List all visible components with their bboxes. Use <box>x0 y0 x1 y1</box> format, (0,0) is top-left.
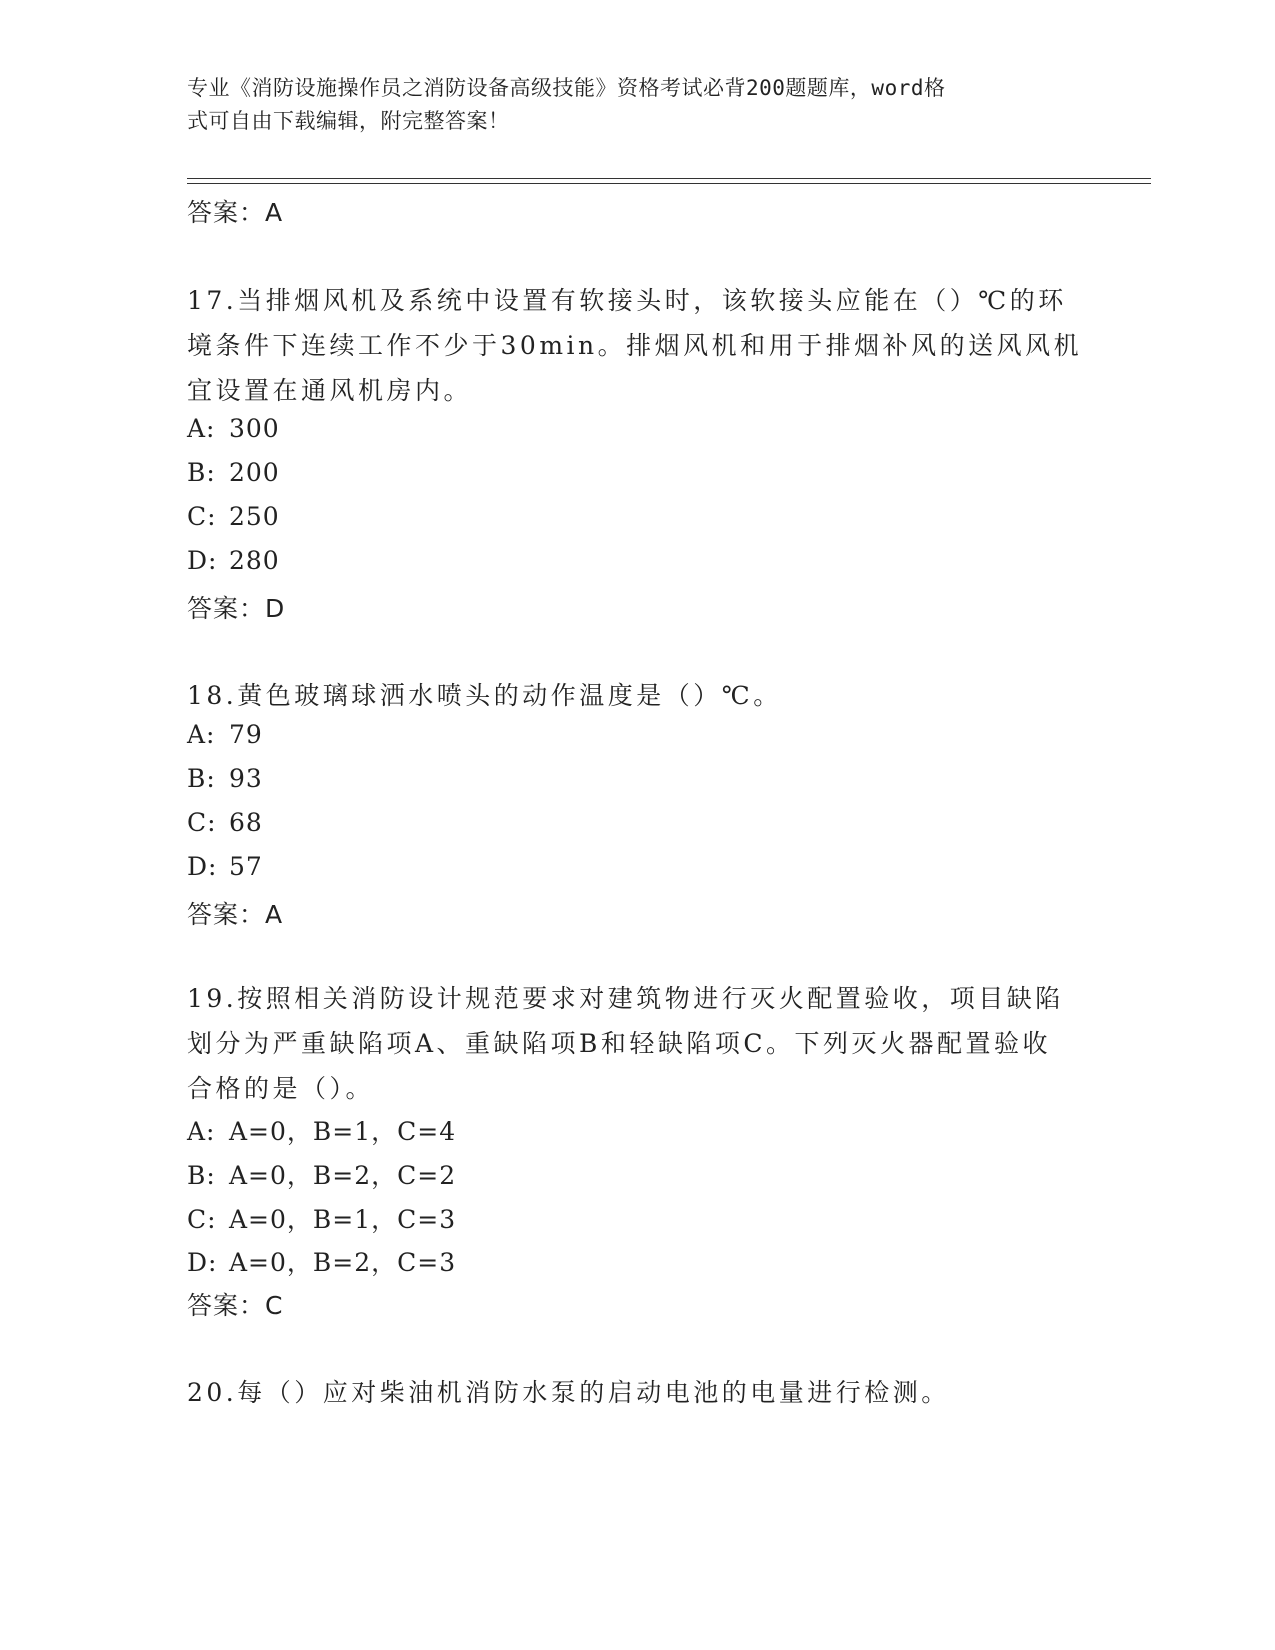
q17-answer: 答案：D <box>187 594 286 623</box>
q18-option-c: C: 68 <box>187 808 263 837</box>
question-line: 17.当排烟风机及系统中设置有软接头时，该软接头应能在（）℃的环 <box>187 286 1067 315</box>
q17-option-b: B: 200 <box>187 458 280 487</box>
header-divider-bottom <box>187 183 1151 184</box>
question-line: 境条件下连续工作不少于30min。排烟风机和用于排烟补风的送风风机 <box>187 331 1083 360</box>
question-line: 20.每（）应对柴油机消防水泵的启动电池的电量进行检测。 <box>187 1378 950 1407</box>
question-19 <box>187 976 1087 1111</box>
q17-option-d: D: 280 <box>187 546 280 575</box>
q18-option-b: B: 93 <box>187 764 263 793</box>
q19-option-d: D: A=0，B=2，C=3 <box>187 1248 457 1277</box>
q19-option-c: C: A=0，B=1，C=3 <box>187 1205 457 1234</box>
q18-option-a: A: 79 <box>187 720 263 749</box>
q19-option-a: A: A=0，B=1，C=4 <box>187 1117 457 1146</box>
question-line: 划分为严重缺陷项A、重缺陷项B和轻缺陷项C。下列灭火器配置验收 <box>187 1029 1052 1058</box>
answer-previous: 答案：A <box>187 198 284 227</box>
question-17 <box>187 278 1087 413</box>
question-line: 宜设置在通风机房内。 <box>187 376 473 405</box>
question-line: 19.按照相关消防设计规范要求对建筑物进行灭火配置验收，项目缺陷 <box>187 984 1064 1013</box>
q17-option-c: C: 250 <box>187 502 280 531</box>
question-20 <box>187 1370 1087 1415</box>
header-line-1: 专业《消防设施操作员之消防设备高级技能》资格考试必背200题题库，word格 <box>187 76 946 100</box>
document-header <box>187 72 1067 138</box>
question-line: 18.黄色玻璃球洒水喷头的动作温度是（）℃。 <box>187 681 782 710</box>
q18-answer: 答案：A <box>187 900 284 929</box>
header-line-2: 式可自由下载编辑，附完整答案！ <box>187 109 510 133</box>
question-18 <box>187 673 1087 718</box>
q19-option-b: B: A=0，B=2，C=2 <box>187 1161 457 1190</box>
q18-option-d: D: 57 <box>187 852 263 881</box>
header-divider-top <box>187 178 1151 179</box>
q19-answer: 答案：C <box>187 1291 284 1320</box>
q17-option-a: A: 300 <box>187 414 280 443</box>
question-line: 合格的是（）。 <box>187 1074 375 1103</box>
